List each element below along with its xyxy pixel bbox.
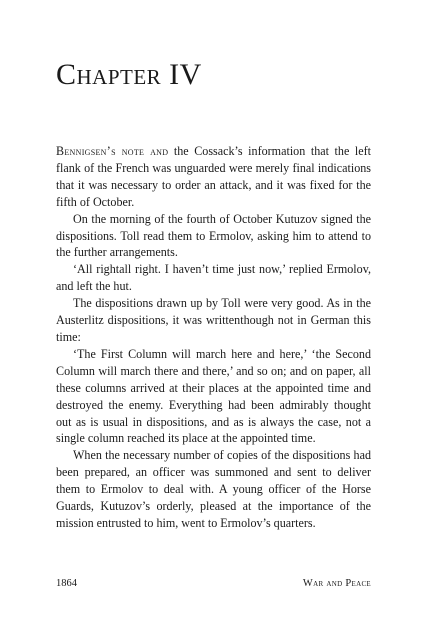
- page-number: 1864: [56, 578, 77, 589]
- paragraph: On the morning of the fourth of October Kutuzov signed the dispositions. Toll read them to Ermolov, asking him to attend to the further arrangements.: [56, 211, 371, 260]
- running-head: War and Peace: [302, 578, 371, 589]
- chapter-title: Chapter IV: [56, 58, 202, 91]
- paragraph: ‘All rightall right. I haven’t time just now,’ replied Ermolov, and left the hut.: [56, 262, 371, 294]
- paragraph-text: the Cossack’s information that the left flank of the French was unguarded were merely final indications that it was necessary to order an attack, and it was fixed for the fifth of October.: [56, 144, 371, 209]
- paragraph: [56, 143, 371, 211]
- paragraph: ‘The First Column will march here and here,’ ‘the Second Column will march there and there,’ and so on; and on paper, all these columns arrived at their places at the appointed time and destroyed the enemy. Everything had been admirably thought out as is usual in dispositions, and as is always the case, not a single column reached its place at the appointed time.: [56, 346, 371, 446]
- body-text: [56, 143, 371, 532]
- paragraph: When the necessary number of copies of the dispositions had been prepared, an officer was summoned and sent to deliver them to Ermolov to deal with. A young officer of the Horse Guards, Kutuzov’s orderly, pleased at the importance of the mission entrusted to him, went to Ermolov’s quarters.: [56, 448, 371, 530]
- paragraph-lead-in: Bennigsen’s note and: [56, 144, 169, 158]
- paragraph: The dispositions drawn up by Toll were very good. As in the Austerlitz dispositions, it was writtenthough not in German this time:: [56, 296, 371, 344]
